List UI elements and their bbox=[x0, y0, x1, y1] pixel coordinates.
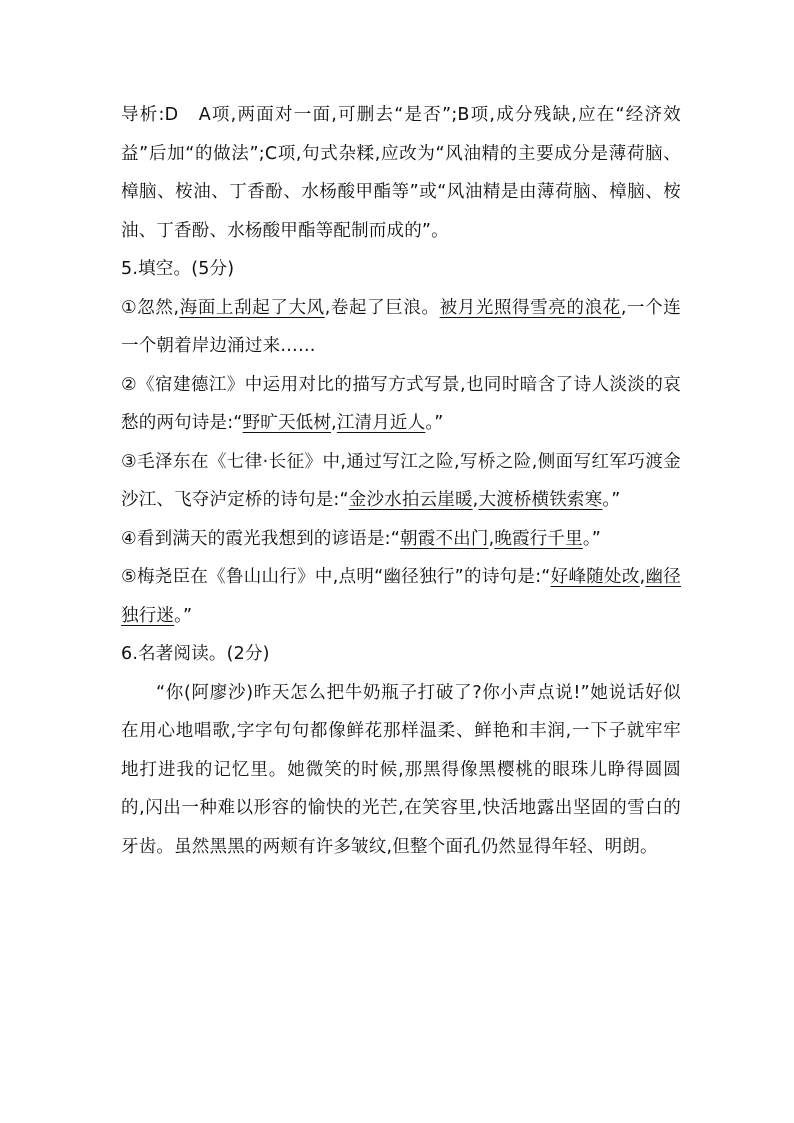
document-page bbox=[121, 96, 681, 866]
question-5-heading: 5.填空。(5分) bbox=[121, 259, 235, 279]
question-6-heading: 6.名著阅读。(2分) bbox=[121, 644, 270, 664]
item-text: ,卷起了巨浪。 bbox=[324, 297, 440, 318]
answer-blank: 海面上刮起了大风 bbox=[179, 297, 325, 318]
question-5-item-4 bbox=[121, 520, 681, 559]
item-text: 。” bbox=[582, 528, 602, 549]
answer-blank: 金沙水拍云崖暖 bbox=[348, 490, 473, 510]
item-text: 。” bbox=[174, 605, 193, 626]
item-text: ①忽然, bbox=[121, 297, 180, 318]
analysis-label: 导析:D bbox=[121, 105, 179, 125]
item-text: , bbox=[331, 413, 337, 433]
answer-blank: 被月光照得雪亮的浪花 bbox=[439, 297, 621, 318]
item-text: 。” bbox=[425, 413, 444, 433]
question-5-item-2 bbox=[121, 366, 681, 443]
question-5-item-3 bbox=[121, 443, 681, 520]
item-text: ④看到满天的霞光我想到的谚语是:“ bbox=[121, 528, 401, 549]
answer-blank: 大渡桥横铁索寒 bbox=[478, 490, 603, 510]
item-text: ②《宿建德江》中运用对比的描写方式写景,也同时暗含了诗人淡淡的哀愁的两句诗是:“ bbox=[121, 374, 681, 433]
item-text: ③毛泽东在《七律·长征》中,通过写江之险,写桥之险,侧面写红军巧渡金沙江、飞夺泸定桥的诗句是:“ bbox=[121, 451, 681, 510]
item-text: , bbox=[639, 567, 646, 587]
item-text: , bbox=[472, 490, 479, 510]
answer-blank: 江清月近人 bbox=[336, 413, 426, 433]
question-5-item-5 bbox=[121, 558, 681, 635]
question-5-item-1 bbox=[121, 289, 681, 366]
analysis-text: A项,两面对一面,可删去“是否”;B项,成分残缺,应在“经济效益”后加“的做法”;C项,句式杂糅,应改为“风油精的主要成分是薄荷脑、樟脑、桉油、丁香酚、水杨酸甲酯等”或“风油精是由薄荷脑、樟脑、桉油、丁香酚、水杨酸甲酯等配制而成的”。 bbox=[121, 105, 681, 241]
item-text: ⑤梅尧臣在《鲁山山行》中,点明“幽径独行”的诗句是:“ bbox=[121, 567, 551, 587]
answer-blank: 幽径独行迷 bbox=[121, 567, 681, 626]
question-6-passage: “你(阿廖沙)昨天怎么把牛奶瓶子打破了?你小声点说!”她说话好似在用心地唱歌,字字句句都像鲜花那样温柔、鲜艳和丰润,一下子就牢牢地打进我的记忆里。她微笑的时候,那黑得像黑樱桃的眼珠儿睁得圆圆的,闪出一种难以形容的愉快的光芒,在笑容里,快活地露出坚固的雪白的牙齿。虽然黑黑的两颊有许多皱纹,但整个面孔仍然显得年轻、明朗。 bbox=[121, 682, 681, 857]
item-text: ,一个连一个朝着岸边涌过来…… bbox=[121, 297, 682, 356]
item-text: , bbox=[488, 528, 495, 549]
answer-blank: 野旷天低树 bbox=[242, 413, 332, 433]
answer-blank: 好峰随处改 bbox=[550, 567, 640, 587]
item-text: 。” bbox=[602, 490, 621, 510]
answer-analysis bbox=[121, 96, 681, 250]
answer-blank: 朝霞不出门 bbox=[400, 528, 489, 549]
answer-blank: 晚霞行千里 bbox=[494, 528, 583, 549]
